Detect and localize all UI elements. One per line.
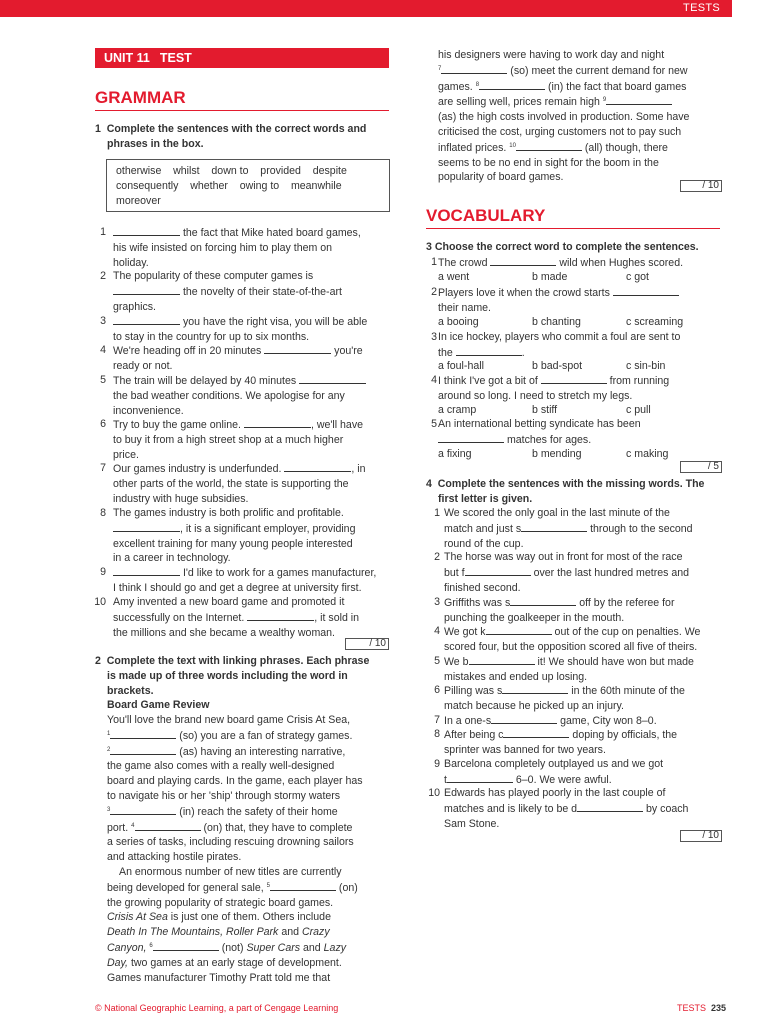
ex1-item-1: the fact that Mike hated board games, his wife insisted on forcing him to play them on holiday. (113, 227, 361, 269)
box-word: whether (190, 180, 228, 192)
review-line-23: (as) the high costs involved in production. Some have (438, 111, 690, 124)
ex1-item-10: Amy invented a new board game and promoted it successfully on the Internet. , it sold in the millions and she became a wealthy woman. (113, 596, 360, 639)
answer-blank[interactable] (465, 565, 531, 576)
item-number: 4 (431, 374, 437, 386)
ex4-instruction-line2: first letter is given. (438, 492, 533, 505)
option-c[interactable]: c got (626, 271, 649, 283)
option-a[interactable]: a foul-hall (438, 360, 484, 372)
ex4-item-9: Barcelona completely outplayed us and we got t 6–0. We were awful. (444, 758, 664, 786)
box-word: down to (211, 165, 249, 177)
footer-section: TESTS (677, 1003, 707, 1013)
answer-blank[interactable] (469, 654, 535, 665)
item-number: 7 (434, 714, 440, 726)
ex4-item-6: Pilling was s in the 60th minute of the match because he picked up an injury. (444, 685, 685, 712)
review-title: Board Game Review (107, 699, 210, 712)
ex1-item-6: Try to buy the game online. , we'll have to buy it from a high street shop at a much higher price. (113, 419, 364, 461)
option-b[interactable]: b made (532, 271, 568, 283)
option-c[interactable]: c pull (626, 404, 651, 416)
option-b[interactable]: b chanting (532, 316, 581, 328)
box-word: moreover (116, 195, 161, 207)
review-line-17: Day, two games at an early stage of development. (107, 956, 342, 969)
review-line-25: inflated prices. $^{10}$ (all) though, there (438, 141, 668, 154)
section-tab: TESTS (683, 2, 720, 14)
ex4-instruction (426, 477, 721, 507)
ex1-instruction (95, 122, 385, 152)
item-number: 9 (100, 566, 106, 578)
item-number: 3 (431, 331, 437, 343)
item-number: 3 (434, 596, 440, 608)
item-number: 7 (100, 462, 106, 474)
review-line-10: and attacking hostile pirates. (107, 851, 242, 864)
ex4-item-2: The horse was way out in front for most of the race but f over the last hundred metres and finished second. (444, 551, 690, 594)
ex1-score-box[interactable]: / 10 (345, 638, 389, 650)
ex1-item-7: Our games industry is underfunded. , in other parts of the world, the state is supporting the industry with huge subsidies. (113, 463, 366, 505)
answer-blank[interactable] (113, 314, 180, 325)
answer-blank[interactable] (270, 880, 336, 891)
option-a[interactable]: a booing (438, 316, 479, 328)
review-line-7: $^3$ (in) reach the safety of their home (107, 805, 338, 818)
option-c[interactable]: c screaming (626, 316, 684, 328)
option-b[interactable]: b bad-spot (532, 360, 583, 372)
item-number: 6 (434, 684, 440, 696)
item-number: 2 (100, 270, 106, 282)
item-number: 10 (428, 787, 440, 799)
grammar-rule (95, 110, 389, 111)
answer-blank[interactable] (244, 417, 311, 428)
item-number: 3 (100, 315, 106, 327)
ex2-instruction-line3: brackets. (107, 684, 154, 697)
answer-blank[interactable] (479, 79, 545, 90)
answer-blank[interactable] (516, 140, 582, 151)
answer-blank[interactable] (577, 801, 643, 812)
answer-blank[interactable] (447, 772, 513, 783)
review-line-9: a series of tasks, including rescuing drowning sailors (107, 836, 354, 849)
answer-blank[interactable] (284, 461, 351, 472)
box-word: consequently (116, 180, 179, 192)
ex4-instruction-line1: 4 Complete the sentences with the missing words. The (426, 478, 705, 490)
ex3-score-box[interactable]: / 5 (680, 461, 722, 473)
answer-blank[interactable] (264, 343, 331, 354)
ex4-item-8: After being c doping by officials, the sprinter was banned for two years. (444, 729, 678, 756)
answer-blank[interactable] (441, 63, 507, 74)
answer-blank[interactable] (113, 284, 180, 295)
ex2-score-box[interactable]: / 10 (680, 180, 722, 192)
ex1-item-9: I'd like to work for a games manufacturer, I think I should go and get a degree at university first. (113, 567, 377, 594)
review-line-26: seems to be no end in sight for the boom in the (438, 156, 659, 169)
answer-blank[interactable] (299, 373, 366, 384)
ex1-item-5: The train will be delayed by 40 minutes the bad weather conditions. We apologise for any inconvenience. (113, 373, 366, 418)
review-line-13: the growing popularity of strategic board games. (107, 896, 334, 909)
vocabulary-rule (426, 228, 720, 229)
answer-blank[interactable] (113, 225, 180, 236)
answer-blank[interactable] (541, 373, 607, 384)
item-number: 5 (434, 655, 440, 667)
option-a[interactable]: a went (438, 271, 470, 283)
unit-type: TEST (159, 51, 192, 65)
box-word: provided (260, 165, 301, 177)
answer-blank[interactable] (502, 683, 568, 694)
ex1-item-2: The popularity of these computer games is the novelty of their state-of-the-art graphics. (113, 270, 342, 313)
unit-label: UNIT 11 (104, 51, 150, 65)
ex2-instruction (95, 654, 385, 713)
answer-blank[interactable] (153, 940, 219, 951)
item-number: 4 (100, 344, 106, 356)
page-footer (677, 1001, 726, 1016)
ex3-item-5: An international betting syndicate has been matches for ages. (438, 418, 641, 446)
item-number: 2 (434, 551, 440, 563)
item-number: 2 (431, 286, 437, 298)
word-box (106, 159, 390, 212)
ex4-item-7: In a one-s game, City won 8–0. (444, 715, 657, 727)
answer-blank[interactable] (456, 345, 522, 356)
item-number: 5 (431, 418, 437, 430)
option-c[interactable]: c making (626, 448, 669, 460)
box-word: otherwise (116, 165, 162, 177)
ex2-instruction-line2: is made up of three words including the word in (107, 669, 348, 682)
review-line-1: You'll love the brand new board game Crisis At Sea, (107, 714, 351, 726)
review-line-15: Death In The Mountains, Roller Park and Crazy (107, 926, 330, 939)
answer-blank[interactable] (113, 521, 180, 532)
item-number: 4 (434, 625, 440, 637)
review-line-20: $^7$ (so) meet the current demand for new (438, 64, 688, 77)
review-line-3: $^2$ (as) having an interesting narrative, (107, 745, 346, 758)
review-text (107, 713, 392, 985)
item-number: 10 (94, 596, 106, 608)
item-number: 8 (434, 728, 440, 740)
review-line-18: Games manufacturer Timothy Pratt told me that (107, 971, 331, 984)
review-line-12: being developed for general sale, $^5$ (on) (107, 881, 358, 894)
answer-blank[interactable] (135, 820, 201, 831)
grammar-heading: GRAMMAR (95, 88, 186, 107)
ex1-instruction-line2: phrases in the box. (107, 137, 204, 150)
ex4-score-box[interactable]: / 10 (680, 830, 722, 842)
answer-blank[interactable] (113, 565, 180, 576)
ex3-instruction: 3 Choose the correct word to complete the sentences. (426, 241, 699, 253)
copyright: © National Geographic Learning, a part of Cengage Learning (95, 1003, 339, 1013)
review-line-22: are selling well, prices remain high $^9$ (438, 94, 723, 110)
box-word: despite (312, 165, 347, 177)
ex3-item-1: The crowd wild when Hughes scored. (438, 257, 684, 269)
item-number: 9 (434, 758, 440, 770)
ex4-item-5: We b it! We should have won but made mistakes and ended up losing. (444, 656, 694, 683)
review-line-24: criticised the cost, urging customers not to pay such (438, 125, 682, 138)
ex1-item-4: We're heading off in 20 minutes you're ready or not. (113, 345, 363, 372)
answer-blank[interactable] (613, 285, 679, 296)
answer-blank[interactable] (110, 804, 176, 815)
option-c[interactable]: c sin-bin (626, 360, 666, 372)
review-line-19: his designers were having to work day and night (438, 49, 665, 61)
option-a[interactable]: a cramp (438, 404, 477, 416)
ex4-item-10: Edwards has played poorly in the last couple of matches and is likely to be d by coach Sam Stone. (444, 787, 689, 830)
answer-blank[interactable] (510, 595, 576, 606)
answer-blank[interactable] (521, 521, 587, 532)
item-number: 1 (431, 256, 437, 268)
answer-blank[interactable] (491, 713, 557, 724)
review-line-27: popularity of board games. (438, 171, 564, 184)
answer-blank[interactable] (110, 728, 176, 739)
review-line-16: Canyon, $^6$ (not) Super Cars and Lazy (107, 941, 347, 954)
review-line-14: Crisis At Sea is just one of them. Others include (107, 911, 331, 924)
answer-blank[interactable] (438, 432, 504, 443)
box-word: whilst (173, 165, 200, 177)
review-line-11: An enormous number of new titles are currently (119, 865, 342, 878)
review-line-21: games. $^8$ (in) the fact that board games (438, 80, 687, 93)
option-a[interactable]: a fixing (438, 448, 472, 460)
vocabulary-heading: VOCABULARY (426, 206, 546, 225)
answer-blank[interactable] (247, 610, 314, 621)
ex3-item-2: Players love it when the crowd starts their name. (438, 285, 679, 316)
review-line-4: the game also comes with a really well-designed (107, 760, 335, 773)
ex3-item-3: In ice hockey, players who commit a foul are sent to the . (438, 331, 681, 359)
item-number: 6 (100, 418, 106, 430)
answer-blank[interactable] (110, 744, 176, 755)
item-number: 1 (434, 507, 440, 519)
answer-blank[interactable] (490, 255, 556, 266)
ex3-item-4: I think I've got a bit of from running around so long. I need to stretch my legs. (438, 375, 670, 402)
box-word: owing to (239, 180, 280, 192)
ex2-instruction-line1: 2 Complete the text with linking phrases. Each phrase (95, 655, 370, 667)
option-b[interactable]: b stiff (532, 404, 558, 416)
review-line-8: port. $^4$ (on) that, they have to complete (107, 821, 353, 834)
review-line-2: $^1$ (so) you are a fan of strategy games. (107, 729, 353, 742)
review-line-5: board and playing cards. In the game, each player has (107, 775, 363, 788)
answer-blank[interactable] (503, 727, 569, 738)
top-banner (0, 0, 732, 17)
answer-blank[interactable] (486, 624, 552, 635)
box-word: meanwhile (290, 180, 342, 192)
page-number: 235 (711, 1003, 727, 1013)
item-number: 1 (100, 226, 106, 238)
ex1-instruction-line1: 1 Complete the sentences with the correct words and (95, 123, 367, 135)
review-text-continued (438, 48, 723, 185)
ex4-item-3: Griffiths was s off by the referee for punching the goalkeeper in the mouth. (444, 597, 675, 624)
unit-title-bar (95, 48, 389, 68)
ex1-item-3: you have the right visa, you will be able to stay in the country for up to six months. (113, 316, 368, 343)
ex4-item-4: We got k out of the cup on penalties. We scored four, but the opposition scored all five of theirs. (444, 626, 701, 653)
review-line-6: to navigate his or her 'ship' through stormy waters (107, 789, 341, 802)
ex1-item-8: The games industry is both prolific and profitable. , it is a significant employer, providing excellent training for many young people interested in a career in technology. (113, 507, 356, 565)
item-number: 5 (100, 374, 106, 386)
option-b[interactable]: b mending (532, 448, 582, 460)
item-number: 8 (100, 507, 106, 519)
answer-blank[interactable] (606, 94, 672, 105)
ex4-item-1: We scored the only goal in the last minute of the match and just s through to the second round of the cup. (444, 507, 693, 550)
